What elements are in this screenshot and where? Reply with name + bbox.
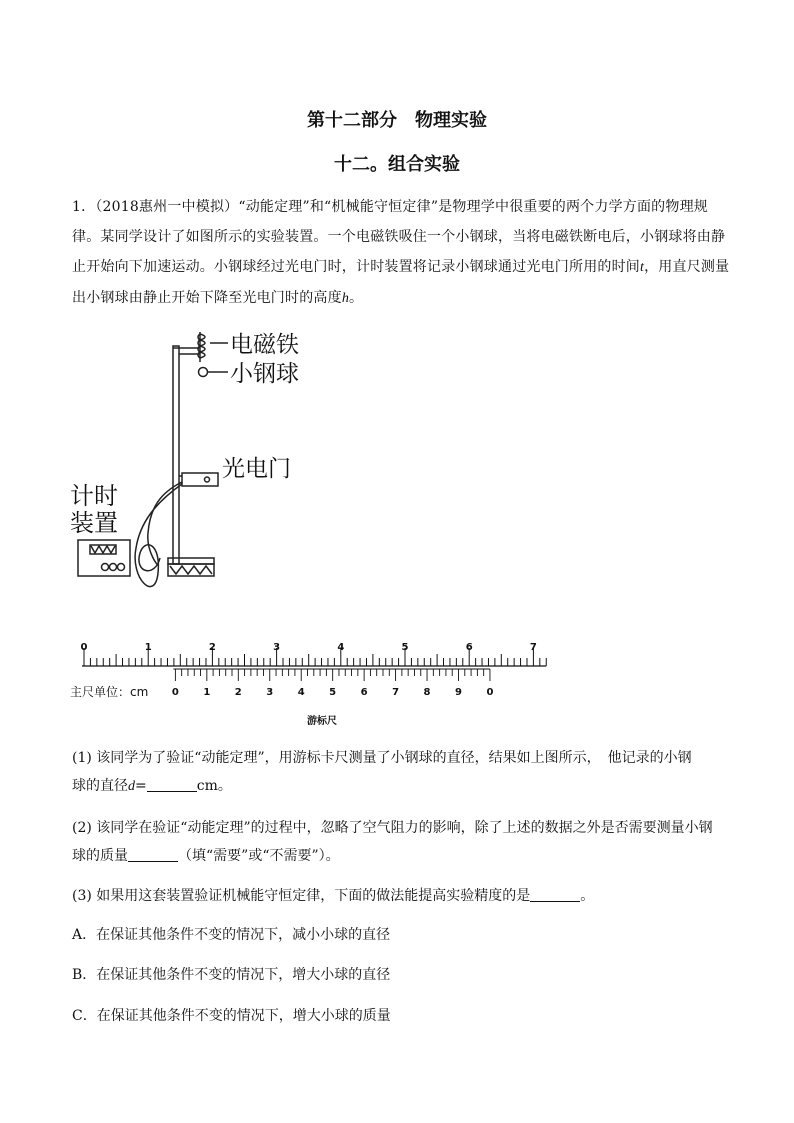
vernier-caliper (70, 636, 560, 730)
question-3 (72, 882, 732, 910)
vernier-number: 6 (360, 687, 368, 698)
option-b[interactable]: B．在保证其他条件不变的情况下，增大小球的直径 (72, 967, 391, 983)
q2-answer-blank[interactable] (128, 845, 178, 862)
q2-line-2 (72, 842, 732, 870)
vernier-number: 4 (297, 687, 305, 698)
intro-text-4a: 出小钢球由静止开始下降至光电门时的高度 (72, 290, 342, 306)
vernier-scale (172, 669, 494, 698)
question-1 (72, 744, 732, 801)
q2-line-1: (2) 该同学在验证“动能定理”的过程中，忽略了空气阻力的影响，除了上述的数据之外是否需要测量小钢 (72, 820, 713, 836)
main-scale-number: 4 (337, 642, 345, 653)
vernier-number: 1 (203, 687, 211, 698)
main-unit-label: 主尺单位：cm (70, 685, 149, 699)
intro-line-2: 律。某同学设计了如图所示的实验装置。一个电磁铁吸住一个小钢球，当将电磁铁断电后，小钢球将由静 (72, 229, 726, 245)
apparatus-figure (60, 318, 380, 588)
vernier-number: 7 (392, 687, 400, 698)
problem-source: （2018惠州一中模拟） (95, 199, 239, 215)
var-h: h (341, 291, 350, 306)
vernier-number: 2 (234, 687, 242, 698)
label-ball: 小钢球 (230, 361, 299, 387)
intro-line-1 (72, 192, 732, 222)
steel-ball (199, 368, 208, 377)
vernier-label: 游标尺 (307, 716, 337, 727)
vernier-number: 5 (329, 687, 337, 698)
main-scale-number: 1 (144, 642, 152, 653)
q1-equals: = (135, 778, 147, 794)
problem-intro (72, 192, 732, 314)
stand-base-top (168, 558, 214, 564)
q2-text-a: 球的质量 (72, 848, 128, 864)
stand-pole (173, 346, 179, 564)
main-scale-number: 5 (401, 642, 409, 653)
problem-number: 1． (72, 199, 96, 215)
q2-text-b: （填“需要”或“不需要”）。 (178, 848, 340, 864)
q1-unit: cm。 (196, 778, 232, 794)
q1-answer-blank[interactable] (147, 775, 197, 792)
intro-line-3 (72, 252, 732, 283)
var-t: t (640, 260, 645, 275)
electromagnet-coil (198, 332, 205, 362)
label-timer-line1: 计时 (70, 482, 118, 510)
vernier-number: 9 (455, 687, 462, 698)
main-scale-number: 0 (80, 642, 88, 653)
photogate (182, 473, 218, 486)
part-title: 第十二部分 物理实验 (307, 110, 487, 131)
q1-line-2 (72, 772, 732, 801)
q3-text-b: 。 (580, 888, 595, 904)
intro-text-3b: ，用直尺测量 (644, 259, 730, 275)
intro-text-3a: 止开始向下加速运动。小钢球经过光电门时，计时装置将记录小钢球通过光电门所用的时间 (72, 259, 640, 275)
label-electromagnet: 电磁铁 (230, 332, 299, 358)
main-scale-number: 3 (273, 642, 281, 653)
main-scale-number: 6 (465, 642, 473, 653)
label-timer-line2: 装置 (70, 509, 118, 537)
vernier-number: 0 (486, 687, 494, 698)
main-scale-number: 2 (208, 642, 216, 653)
timer-wire (135, 484, 182, 587)
main-scale-number: 7 (529, 642, 537, 653)
q3-answer-blank[interactable] (530, 885, 580, 902)
intro-text-1: “动能定理”和“机械能守恒定律”是物理学中很重要的两个力学方面的物理规 (238, 199, 708, 215)
label-photogate: 光电门 (222, 456, 291, 482)
main-scale (81, 642, 547, 666)
vernier-number: 3 (266, 687, 274, 698)
question-2 (72, 814, 732, 870)
vernier-number: 0 (171, 687, 179, 698)
q3-text-a: (3) 如果用这套装置验证机械能守恒定律，下面的做法能提高实验精度的是 (72, 888, 531, 904)
intro-line-4 (72, 283, 732, 314)
intro-text-4b: 。 (349, 290, 364, 306)
section-title: 十二。组合实验 (334, 154, 460, 175)
var-d: d (128, 779, 135, 794)
q1-line-1: (1) 该同学为了验证“动能定理”，用游标卡尺测量了小钢球的直径，结果如上图所示， 他记录的小钢 (72, 750, 692, 766)
option-c[interactable]: C．在保证其他条件不变的情况下，增大小球的质量 (72, 1008, 391, 1024)
vernier-number: 8 (423, 687, 431, 698)
q3-line-1 (72, 882, 732, 910)
q1-text-a: 球的直径 (72, 778, 128, 794)
option-a[interactable]: A．在保证其他条件不变的情况下，减小小球的直径 (72, 927, 391, 943)
